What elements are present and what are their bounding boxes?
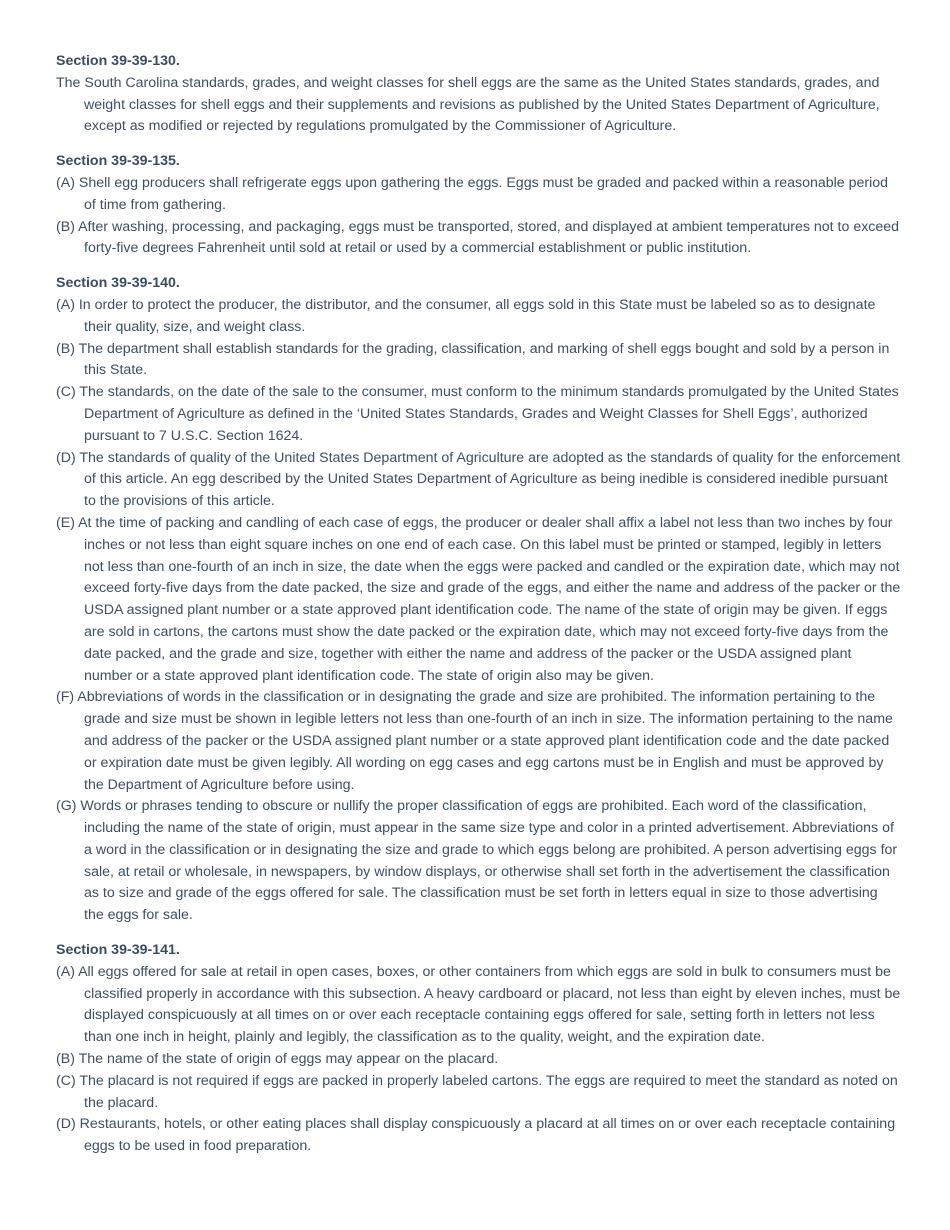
section-heading: Section 39-39-135. bbox=[56, 153, 180, 170]
subsection-a: (A) Shell egg producers shall refrigerate eggs upon gathering the eggs. Eggs must be graded and packed within a reasonable period of time from gathering. bbox=[56, 174, 889, 213]
section-heading: Section 39-39-130. bbox=[56, 53, 180, 69]
subsection-b: (B) The name of the state of origin of eggs may appear on the placard. bbox=[56, 1051, 499, 1068]
subsection-f: (F) Abbreviations of words in the classification or in designating the grade and size are prohibited. The information pertaining to the grade and size must be shown in legible letters not less than one-fourth of an inch in size. The information pertaining to the name and address of the packer or the USDA assigned plant number or a state approved plant identification code and the date packed or expiration date must be given legibly. All wording on egg cases and egg cartons must be in English and must be approved by the Department of Agriculture before using. bbox=[56, 689, 893, 793]
section-paragraph: The South Carolina standards, grades, and weight classes for shell eggs are the same as the United States standards, grades, and weight classes for shell eggs and their supplements and revisions as published by the United States Department of Agriculture, except as modified or rejected by regulations promulgated by the Commissioner of Agriculture. bbox=[56, 74, 880, 135]
subsection-a: (A) In order to protect the producer, the distributor, and the consumer, all eggs sold in this State must be labeled so as to designate their quality, size, and weight class. bbox=[56, 296, 876, 335]
section-39-39-140 bbox=[56, 273, 901, 927]
subsection-b: (B) After washing, processing, and packaging, eggs must be transported, stored, and displayed at ambient temperatures not to exceed forty-five degrees Fahrenheit until sold at retail or used by a commercial establishment or public institution. bbox=[56, 218, 900, 257]
subsection-d: (D) The standards of quality of the United States Department of Agriculture are adopted as the standards of quality for the enforcement of this article. An egg described by the United States Department of Agriculture as being inedible is considered inedible pursuant to the provisions of this article. bbox=[56, 449, 901, 510]
section-39-39-130 bbox=[56, 51, 901, 138]
subsection-c: (C) The placard is not required if eggs are packed in properly labeled cartons. The eggs are required to meet the standard as noted on the placard. bbox=[56, 1072, 898, 1111]
subsection-b: (B) The department shall establish standards for the grading, classification, and marking of shell eggs bought and sold by a person in this State. bbox=[56, 340, 890, 379]
subsection-a: (A) All eggs offered for sale at retail in open cases, boxes, or other containers from which eggs are sold in bulk to consumers must be classified properly in accordance with this subsection. A heavy cardboard or placard, not less than eight by eleven inches, must be displayed conspicuously at all times on or over each receptacle containing eggs offered for sale, setting forth in letters not less than one inch in height, plainly and legibly, the classification as to the quality, weight, and the expiration date. bbox=[56, 963, 901, 1046]
section-39-39-141 bbox=[56, 940, 901, 1158]
section-heading: Section 39-39-141. bbox=[56, 942, 180, 959]
section-39-39-135 bbox=[56, 151, 901, 260]
document-page bbox=[56, 51, 901, 1171]
subsection-c: (C) The standards, on the date of the sale to the consumer, must conform to the minimum standards promulgated by the United States Department of Agriculture as defined in the ‘United States Standards, Grades and Weight Classes for Shell Eggs’, authorized pursuant to 7 U.S.C. Section 1624. bbox=[56, 384, 899, 444]
subsection-d: (D) Restaurants, hotels, or other eating places shall display conspicuously a placard at all times on or over each receptacle containing eggs to be used in food preparation. bbox=[56, 1116, 896, 1155]
section-heading: Section 39-39-140. bbox=[56, 275, 180, 292]
subsection-g: (G) Words or phrases tending to obscure or nullify the proper classification of eggs are prohibited. Each word of the classification, including the name of the state of origin, must appear in the same size type and color in a printed advertisement. Abbreviations of a word in the classification or in designating the size and grade to which eggs belong are prohibited. A person advertising eggs for sale, at retail or wholesale, in newspapers, by window displays, or otherwise shall set forth in the advertisement the classification as to size and grade of the eggs offered for sale. The classification must be set forth in letters equal in size to those advertising the eggs for sale. bbox=[56, 798, 898, 924]
subsection-e: (E) At the time of packing and candling of each case of eggs, the producer or dealer shall affix a label not less than two inches by four inches or not less than eight square inches on one end of each case. On this label must be printed or stamped, legibly in letters not less than one-fourth of an inch in size, the date when the eggs were packed and candled or the expiration date, which may not exceed forty-five days from the date packed, the size and grade of the eggs, and either the name and address of the packer or the USDA assigned plant number or a state approved plant identification code. The name of the state of origin may be given. If eggs are sold in cartons, the cartons must show the date packed or the expiration date, which may not exceed forty-five days from the date packed, and the grade and size, together with either the name and address of the packer or the USDA assigned plant number or a state approved plant identification code. The state of origin also may be given. bbox=[56, 514, 901, 684]
